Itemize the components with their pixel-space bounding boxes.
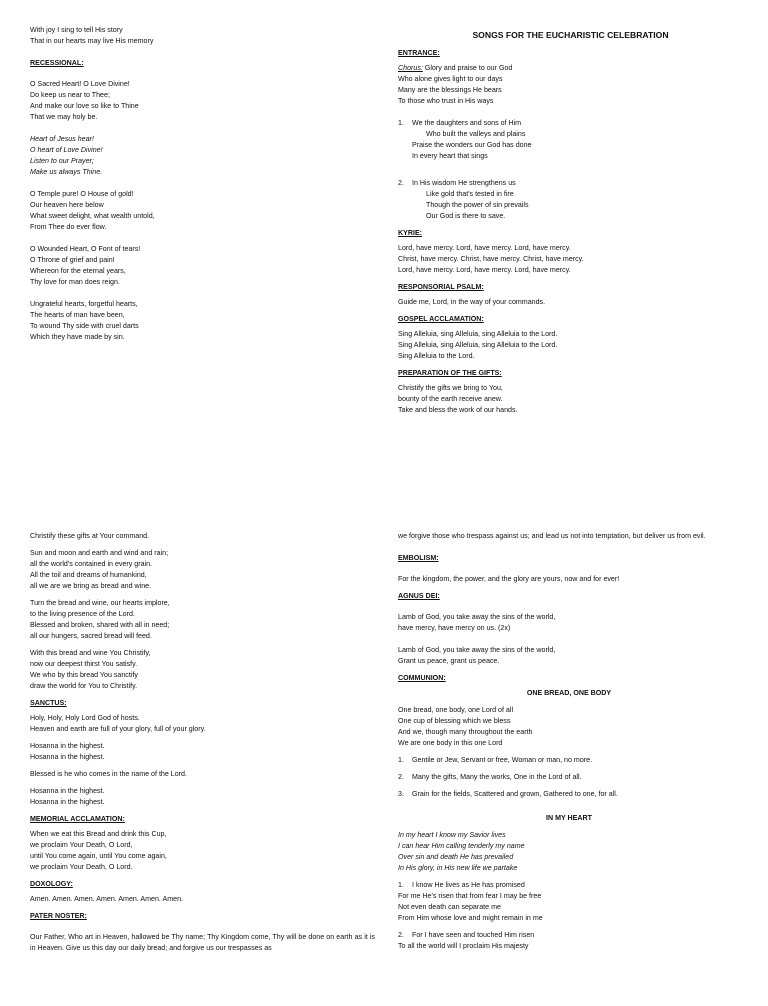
- verse-first-line: I know He lives as He has promised: [412, 881, 525, 889]
- text-line: Though the power of sin prevails: [426, 201, 529, 209]
- text-line: Many are the blessings He bears: [398, 86, 502, 94]
- text-line: Hosanna in the highest.: [30, 742, 105, 750]
- text-line: Whereon for the eternal years,: [30, 267, 126, 275]
- embolism-text: For the kingdom, the power, and the glory are yours, now and for ever!: [398, 575, 620, 583]
- text-line: Hosanna in the highest.: [30, 753, 105, 761]
- text-line: O Throne of grief and pain!: [30, 256, 115, 264]
- recessional-verse-1: [30, 79, 375, 123]
- text-line: Hosanna in the highest.: [30, 798, 105, 806]
- text-line: O Sacred Heart! O Love Divine!: [30, 80, 130, 88]
- recessional-verse-2: [30, 189, 375, 233]
- opening-lines: [30, 25, 375, 47]
- text-line: Our heaven here below: [30, 201, 104, 209]
- text-line: From Thee do ever flow.: [30, 223, 107, 231]
- text-line: Hosanna in the highest.: [30, 787, 105, 795]
- top-right-column: [398, 29, 743, 416]
- text-line: Sing Alleluia to the Lord.: [398, 352, 475, 360]
- text-line: O Wounded Heart, O Font of tears!: [30, 245, 141, 253]
- verse-number: 1.: [398, 119, 404, 127]
- entrance-verse-1: [398, 118, 743, 162]
- text-line: Turn the bread and wine, our hearts implore,: [30, 599, 170, 607]
- text-line: Who built the valleys and plains: [426, 130, 526, 138]
- text-line: Over sin and death He has prevailed: [398, 853, 514, 861]
- christify-verse-1: [30, 548, 375, 592]
- verse-number: 1.: [398, 881, 404, 889]
- pater-noster-text: Our Father, Who art in Heaven, hallowed be Thy name; Thy Kingdom come, Thy will be done on earth as it is in Heaven. Give us this day our daily bread; and forgive us our trespasses as: [30, 933, 375, 952]
- psalm-text: Guide me, Lord, in the way of your commands.: [398, 298, 546, 306]
- text-line: Listen to our Prayer;: [30, 157, 94, 165]
- gospel-acclamation-heading: GOSPEL ACCLAMATION:: [398, 315, 484, 323]
- communion-heading: COMMUNION:: [398, 674, 446, 682]
- text-line: Holy, Holy, Holy Lord God of hosts.: [30, 714, 140, 722]
- text-line: Take and bless the work of our hands.: [398, 406, 518, 414]
- text-line: I can hear Him calling tenderly my name: [398, 842, 525, 850]
- text-line: When we eat this Bread and drink this Cup,: [30, 830, 167, 838]
- text-line: Who alone gives light to our days: [398, 75, 503, 83]
- preparation-gifts-heading: PREPARATION OF THE GIFTS:: [398, 369, 502, 377]
- text-line: Make us always Thine.: [30, 168, 103, 176]
- text-line: In His wisdom He strengthens us: [412, 179, 516, 187]
- page-title: SONGS FOR THE EUCHARISTIC CELEBRATION: [472, 30, 669, 40]
- text-line: Like gold that's tested in fire: [426, 190, 514, 198]
- text-line: With this bread and wine You Christify,: [30, 649, 151, 657]
- one-bread-verse-1: [398, 755, 740, 766]
- text-line: What sweet delight, what wealth untold,: [30, 212, 155, 220]
- one-bread-verse-3: [398, 789, 740, 800]
- text-line: That we may holy be.: [30, 113, 98, 121]
- doxology-text: Amen. Amen. Amen. Amen. Amen. Amen. Amen.: [30, 895, 183, 903]
- pater-noster-continued: we forgive those who trespass against us; and lead us not into temptation, but deliver us from evil.: [398, 532, 706, 540]
- text-line: One cup of blessing which we bless: [398, 717, 511, 725]
- entrance-heading: ENTRANCE:: [398, 49, 440, 57]
- verse-first-line: For I have seen and touched Him risen: [412, 931, 535, 939]
- text-line: until You come again, until You come again,: [30, 852, 167, 860]
- text-line: Ungrateful hearts, forgetful hearts,: [30, 300, 138, 308]
- bottom-right-column: [398, 531, 740, 952]
- verse-text: Grain for the fields, Scattered and grown, Gathered to one, for all.: [412, 790, 618, 798]
- text-line: From Him whose love and might remain in me: [398, 914, 543, 922]
- song-title-one-bread: ONE BREAD, ONE BODY: [526, 689, 612, 697]
- verse-number: 3.: [398, 790, 404, 798]
- kyrie-heading: KYRIE:: [398, 229, 423, 237]
- chorus-first-line: Glory and praise to our God: [424, 64, 513, 72]
- text-line: [398, 880, 740, 891]
- text-line: One bread, one body, one Lord of all: [398, 706, 514, 714]
- verse-text: Gentile or Jew, Servant or free, Woman or man, no more.: [412, 756, 593, 764]
- text-line: In my heart I know my Savior lives: [398, 831, 506, 839]
- recessional-verse-4: [30, 299, 375, 343]
- text-line: We who by this bread You sanctify: [30, 671, 138, 679]
- agnus-dei-part-1: [398, 612, 740, 634]
- text-line: Heart of Jesus hear!: [30, 135, 94, 143]
- verse-text: Many the gifts, Many the works, One in the Lord of all.: [412, 773, 582, 781]
- text-line: Which they have made by sin.: [30, 333, 125, 341]
- text-line: Heaven and earth are full of your glory, full of your glory.: [30, 725, 206, 733]
- text-line: Christ, have mercy. Christ, have mercy. Christ, have mercy.: [398, 255, 584, 263]
- text-line: That in our hearts may live His memory: [30, 37, 154, 45]
- recessional-refrain: [30, 134, 375, 178]
- text-line: we proclaim Your Death, O Lord.: [30, 863, 133, 871]
- song-title-in-my-heart: IN MY HEART: [546, 814, 592, 822]
- text-line: Lord, have mercy. Lord, have mercy. Lord, have mercy.: [398, 244, 571, 252]
- psalm-heading: RESPONSORIAL PSALM:: [398, 283, 484, 291]
- entrance-chorus: [398, 63, 743, 107]
- top-left-column: [30, 25, 375, 343]
- verse-number: 1.: [398, 756, 404, 764]
- text-line: have mercy, have mercy on us. (2x): [398, 624, 511, 632]
- text-line: Blessed and broken, shared with all in need;: [30, 621, 170, 629]
- preparation-gifts-text: [398, 383, 743, 416]
- text-line: We the daughters and sons of Him: [412, 119, 522, 127]
- text-line: Sun and moon and earth and wind and rain;: [30, 549, 169, 557]
- sanctus-part-2: [30, 741, 375, 763]
- verse-number: 2.: [398, 931, 404, 939]
- bottom-left-column: [30, 531, 375, 954]
- sanctus-part-1: [30, 713, 375, 735]
- text-line: Lamb of God, you take away the sins of the world,: [398, 646, 556, 654]
- chorus-label: Chorus:: [398, 64, 423, 72]
- text-line: Thy love for man does reign.: [30, 278, 120, 286]
- recessional-verse-3: [30, 244, 375, 288]
- text-line: Grant us peace, grant us peace.: [398, 657, 500, 665]
- text-line: To all the world will I proclaim His majesty: [398, 942, 529, 950]
- text-line: Not even death can separate me: [398, 903, 501, 911]
- christify-verse-2: [30, 598, 375, 642]
- one-bread-verse-2: [398, 772, 740, 783]
- gospel-acclamation-text: [398, 329, 743, 362]
- entrance-verse-2: [398, 178, 743, 222]
- in-my-heart-refrain: [398, 830, 740, 874]
- text-line: Sing Alleluia, sing Alleluia, sing Alleluia to the Lord.: [398, 330, 558, 338]
- text-line: For me He's risen that from fear I may be free: [398, 892, 542, 900]
- text-line: we proclaim Your Death, O Lord,: [30, 841, 133, 849]
- recessional-heading: RECESSIONAL:: [30, 59, 84, 67]
- sanctus-heading: SANCTUS:: [30, 699, 67, 707]
- christify-ending-line: Christify these gifts at Your command.: [30, 532, 150, 540]
- text-line: Our God is there to save.: [426, 212, 506, 220]
- one-bread-refrain: [398, 705, 740, 749]
- text-line: all the world's contained in every grain.: [30, 560, 153, 568]
- kyrie-text: [398, 243, 743, 276]
- in-my-heart-verse-1: [398, 880, 740, 924]
- text-line: And we, though many throughout the earth: [398, 728, 533, 736]
- text-line: In His glory, in His new life we partake: [398, 864, 518, 872]
- text-line: all our hungers, sacred bread will feed.: [30, 632, 152, 640]
- sanctus-part-4: [30, 786, 375, 808]
- text-line: Christify the gifts we bring to You,: [398, 384, 503, 392]
- doxology-heading: DOXOLOGY:: [30, 880, 73, 888]
- text-line: Praise the wonders our God has done: [412, 141, 532, 149]
- text-line: O heart of Love Divine!: [30, 146, 103, 154]
- text-line: Sing Alleluia, sing Alleluia, sing Alleluia to the Lord.: [398, 341, 558, 349]
- in-my-heart-verse-2: [398, 930, 740, 952]
- christify-verse-3: [30, 648, 375, 692]
- verse-number: 2.: [398, 773, 404, 781]
- text-line: The hearts of man have been,: [30, 311, 125, 319]
- sanctus-part-3: Blessed is he who comes in the name of the Lord.: [30, 770, 187, 778]
- verse-number: 2.: [398, 179, 404, 187]
- text-line: [398, 63, 743, 74]
- text-line: all we are we bring as bread and wine.: [30, 582, 152, 590]
- text-line: To wound Thy side with cruel darts: [30, 322, 139, 330]
- text-line: And make our love so like to Thine: [30, 102, 139, 110]
- text-line: [398, 930, 740, 941]
- text-line: With joy I sing to tell His story: [30, 26, 123, 34]
- text-line: Do keep us near to Thee;: [30, 91, 110, 99]
- pater-noster-heading: PATER NOSTER:: [30, 912, 87, 920]
- memorial-acclamation-heading: MEMORIAL ACCLAMATION:: [30, 815, 125, 823]
- text-line: We are one body in this one Lord: [398, 739, 503, 747]
- text-line: now our deepest thirst You satisfy.: [30, 660, 138, 668]
- text-line: to the living presence of the Lord.: [30, 610, 135, 618]
- text-line: bounty of the earth receive anew.: [398, 395, 503, 403]
- agnus-dei-heading: AGNUS DEI:: [398, 592, 440, 600]
- text-line: All the toil and dreams of humankind,: [30, 571, 147, 579]
- text-line: Lamb of God, you take away the sins of the world,: [398, 613, 556, 621]
- text-line: Lord, have mercy. Lord, have mercy. Lord, have mercy.: [398, 266, 571, 274]
- text-line: O Temple pure! O House of gold!: [30, 190, 134, 198]
- text-line: draw the world for You to Christify.: [30, 682, 138, 690]
- embolism-heading: EMBOLISM:: [398, 554, 439, 562]
- text-line: To those who trust in His ways: [398, 97, 494, 105]
- memorial-acclamation-text: [30, 829, 375, 873]
- agnus-dei-part-2: [398, 645, 740, 667]
- text-line: In every heart that sings: [412, 152, 488, 160]
